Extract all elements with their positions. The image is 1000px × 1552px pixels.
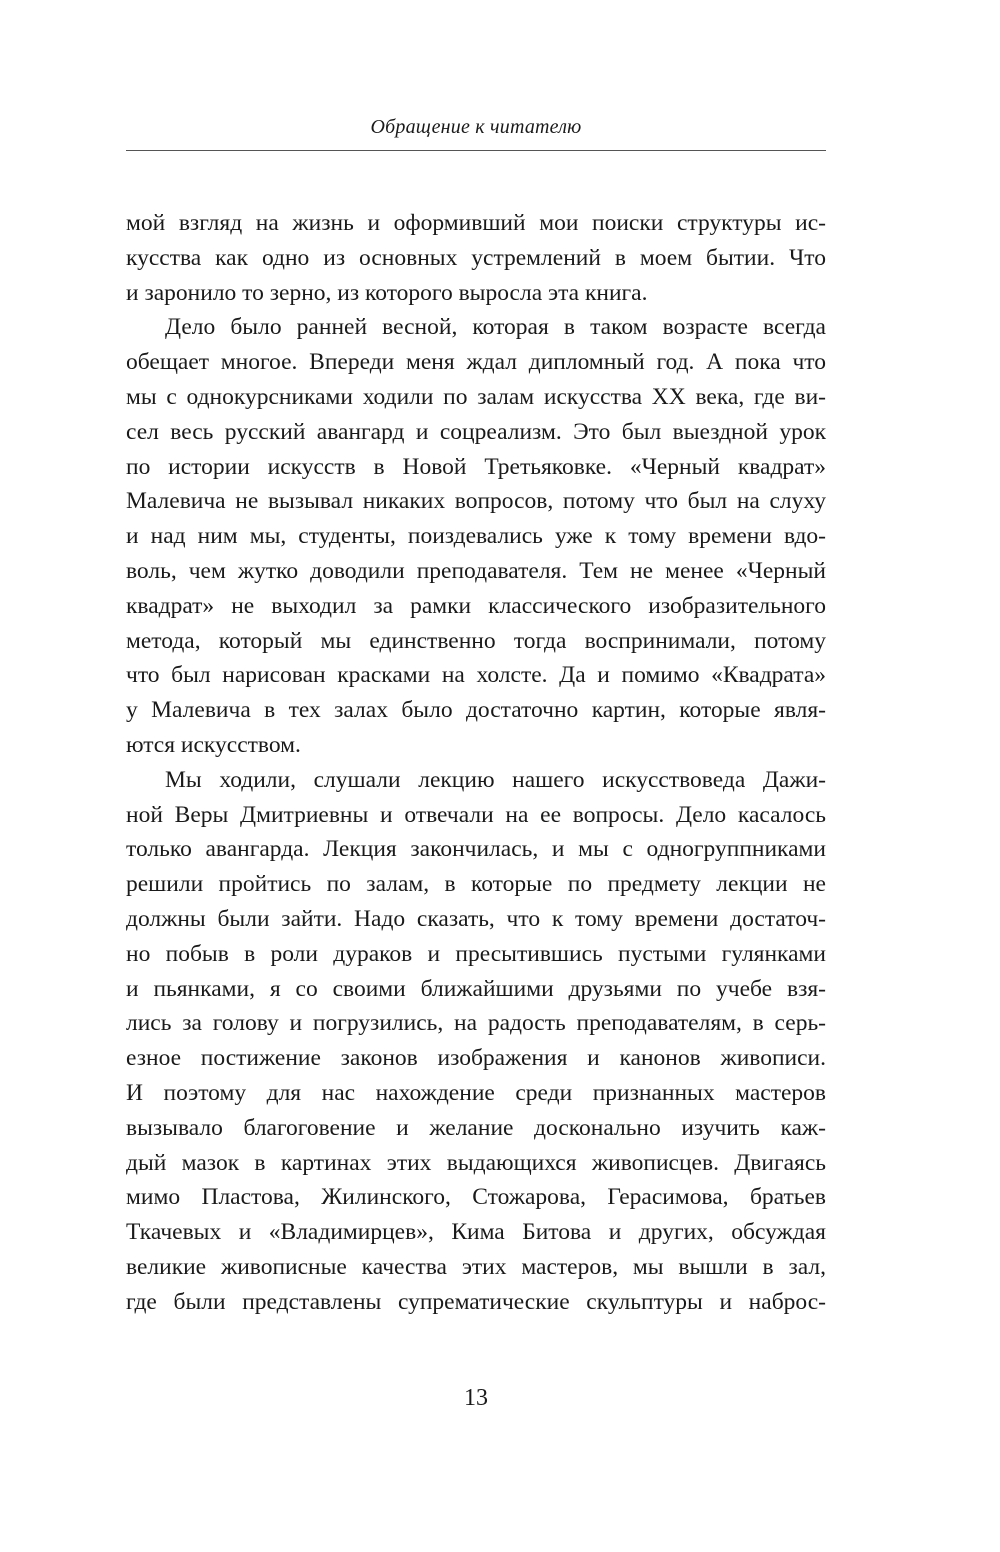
text-line: воль, чем жутко доводили преподавателя. Тем не менее «Черный bbox=[126, 557, 826, 584]
text-line: ной Веры Дмитриевны и отвечали на ее вопросы. Дело касалось bbox=[126, 801, 826, 828]
text-line: где были представлены супрематические скульптуры и наброс- bbox=[126, 1288, 826, 1315]
text-line: но побыв в роли дураков и пресытившись пустыми гулянками bbox=[126, 940, 826, 967]
text-line: квадрат» не выходил за рамки классического изобразительного bbox=[126, 592, 826, 619]
text-line: по истории искусств в Новой Третьяковке. «Черный квадрат» bbox=[126, 453, 826, 480]
text-line: вызывало благоговение и желание досконально изучить каж- bbox=[126, 1114, 826, 1141]
text-line: мы с однокурсниками ходили по залам искусства XX века, где ви- bbox=[126, 383, 826, 410]
page-number: 13 bbox=[464, 1385, 488, 1411]
body-text bbox=[126, 206, 826, 1320]
text-line: лись за голову и погрузились, на радость преподавателям, в серь- bbox=[126, 1010, 826, 1037]
text-line: что был нарисован красками на холсте. Да и помимо «Квадрата» bbox=[126, 662, 826, 689]
text-line: Малевича не вызывал никаких вопросов, потому что был на слуху bbox=[126, 488, 826, 515]
text-line: Ткачевых и «Владимирцев», Кима Битова и других, обсуждая bbox=[126, 1219, 826, 1246]
text-line: должны были зайти. Надо сказать, что к тому времени достаточ- bbox=[126, 905, 826, 932]
text-line: и заронило то зерно, из которого выросла эта книга. bbox=[126, 279, 648, 306]
text-line: у Малевича в тех залах было достаточно картин, которые явля- bbox=[126, 697, 826, 724]
text-line: мой взгляд на жизнь и оформивший мои поиски структуры ис- bbox=[126, 210, 826, 236]
text-line: метода, который мы единственно тогда воспринимали, потому bbox=[126, 627, 826, 654]
text-line: ются искусством. bbox=[126, 731, 301, 758]
text-line: Дело было ранней весной, которая в таком возрасте всегда bbox=[165, 314, 826, 341]
text-line: и над ним мы, студенты, поиздевались уже к тому времени вдо- bbox=[126, 523, 826, 550]
text-line: И поэтому для нас нахождение среди признанных мастеров bbox=[126, 1079, 826, 1106]
running-head: Обращение к читателю bbox=[370, 116, 582, 138]
text-line: сел весь русский авангард и соцреализм. Это был выездной урок bbox=[126, 418, 826, 445]
text-line: дый мазок в картинах этих выдающихся живописцев. Двигаясь bbox=[126, 1149, 826, 1176]
text-line: мимо Пластова, Жилинского, Стожарова, Герасимова, братьев bbox=[126, 1184, 826, 1211]
text-line: обещает многое. Впереди меня ждал дипломный год. А пока что bbox=[126, 349, 826, 376]
header-rule bbox=[126, 150, 826, 151]
text-line: кусства как одно из основных устремлений в моем бытии. Что bbox=[126, 244, 826, 271]
text-line: только авангарда. Лекция закончилась, и мы с одногруппниками bbox=[126, 836, 826, 863]
text-line: езное постижение законов изображения и канонов живописи. bbox=[126, 1045, 826, 1072]
text-line: решили пройтись по залам, в которые по предмету лекции не bbox=[126, 871, 826, 898]
text-line: Мы ходили, слушали лекцию нашего искусствоведа Дажи- bbox=[165, 766, 826, 793]
text-line: великие живописные качества этих мастеров, мы вышли в зал, bbox=[126, 1253, 826, 1280]
text-line: и пьянками, я со своими ближайшими друзьями по учебе взя- bbox=[126, 975, 826, 1002]
